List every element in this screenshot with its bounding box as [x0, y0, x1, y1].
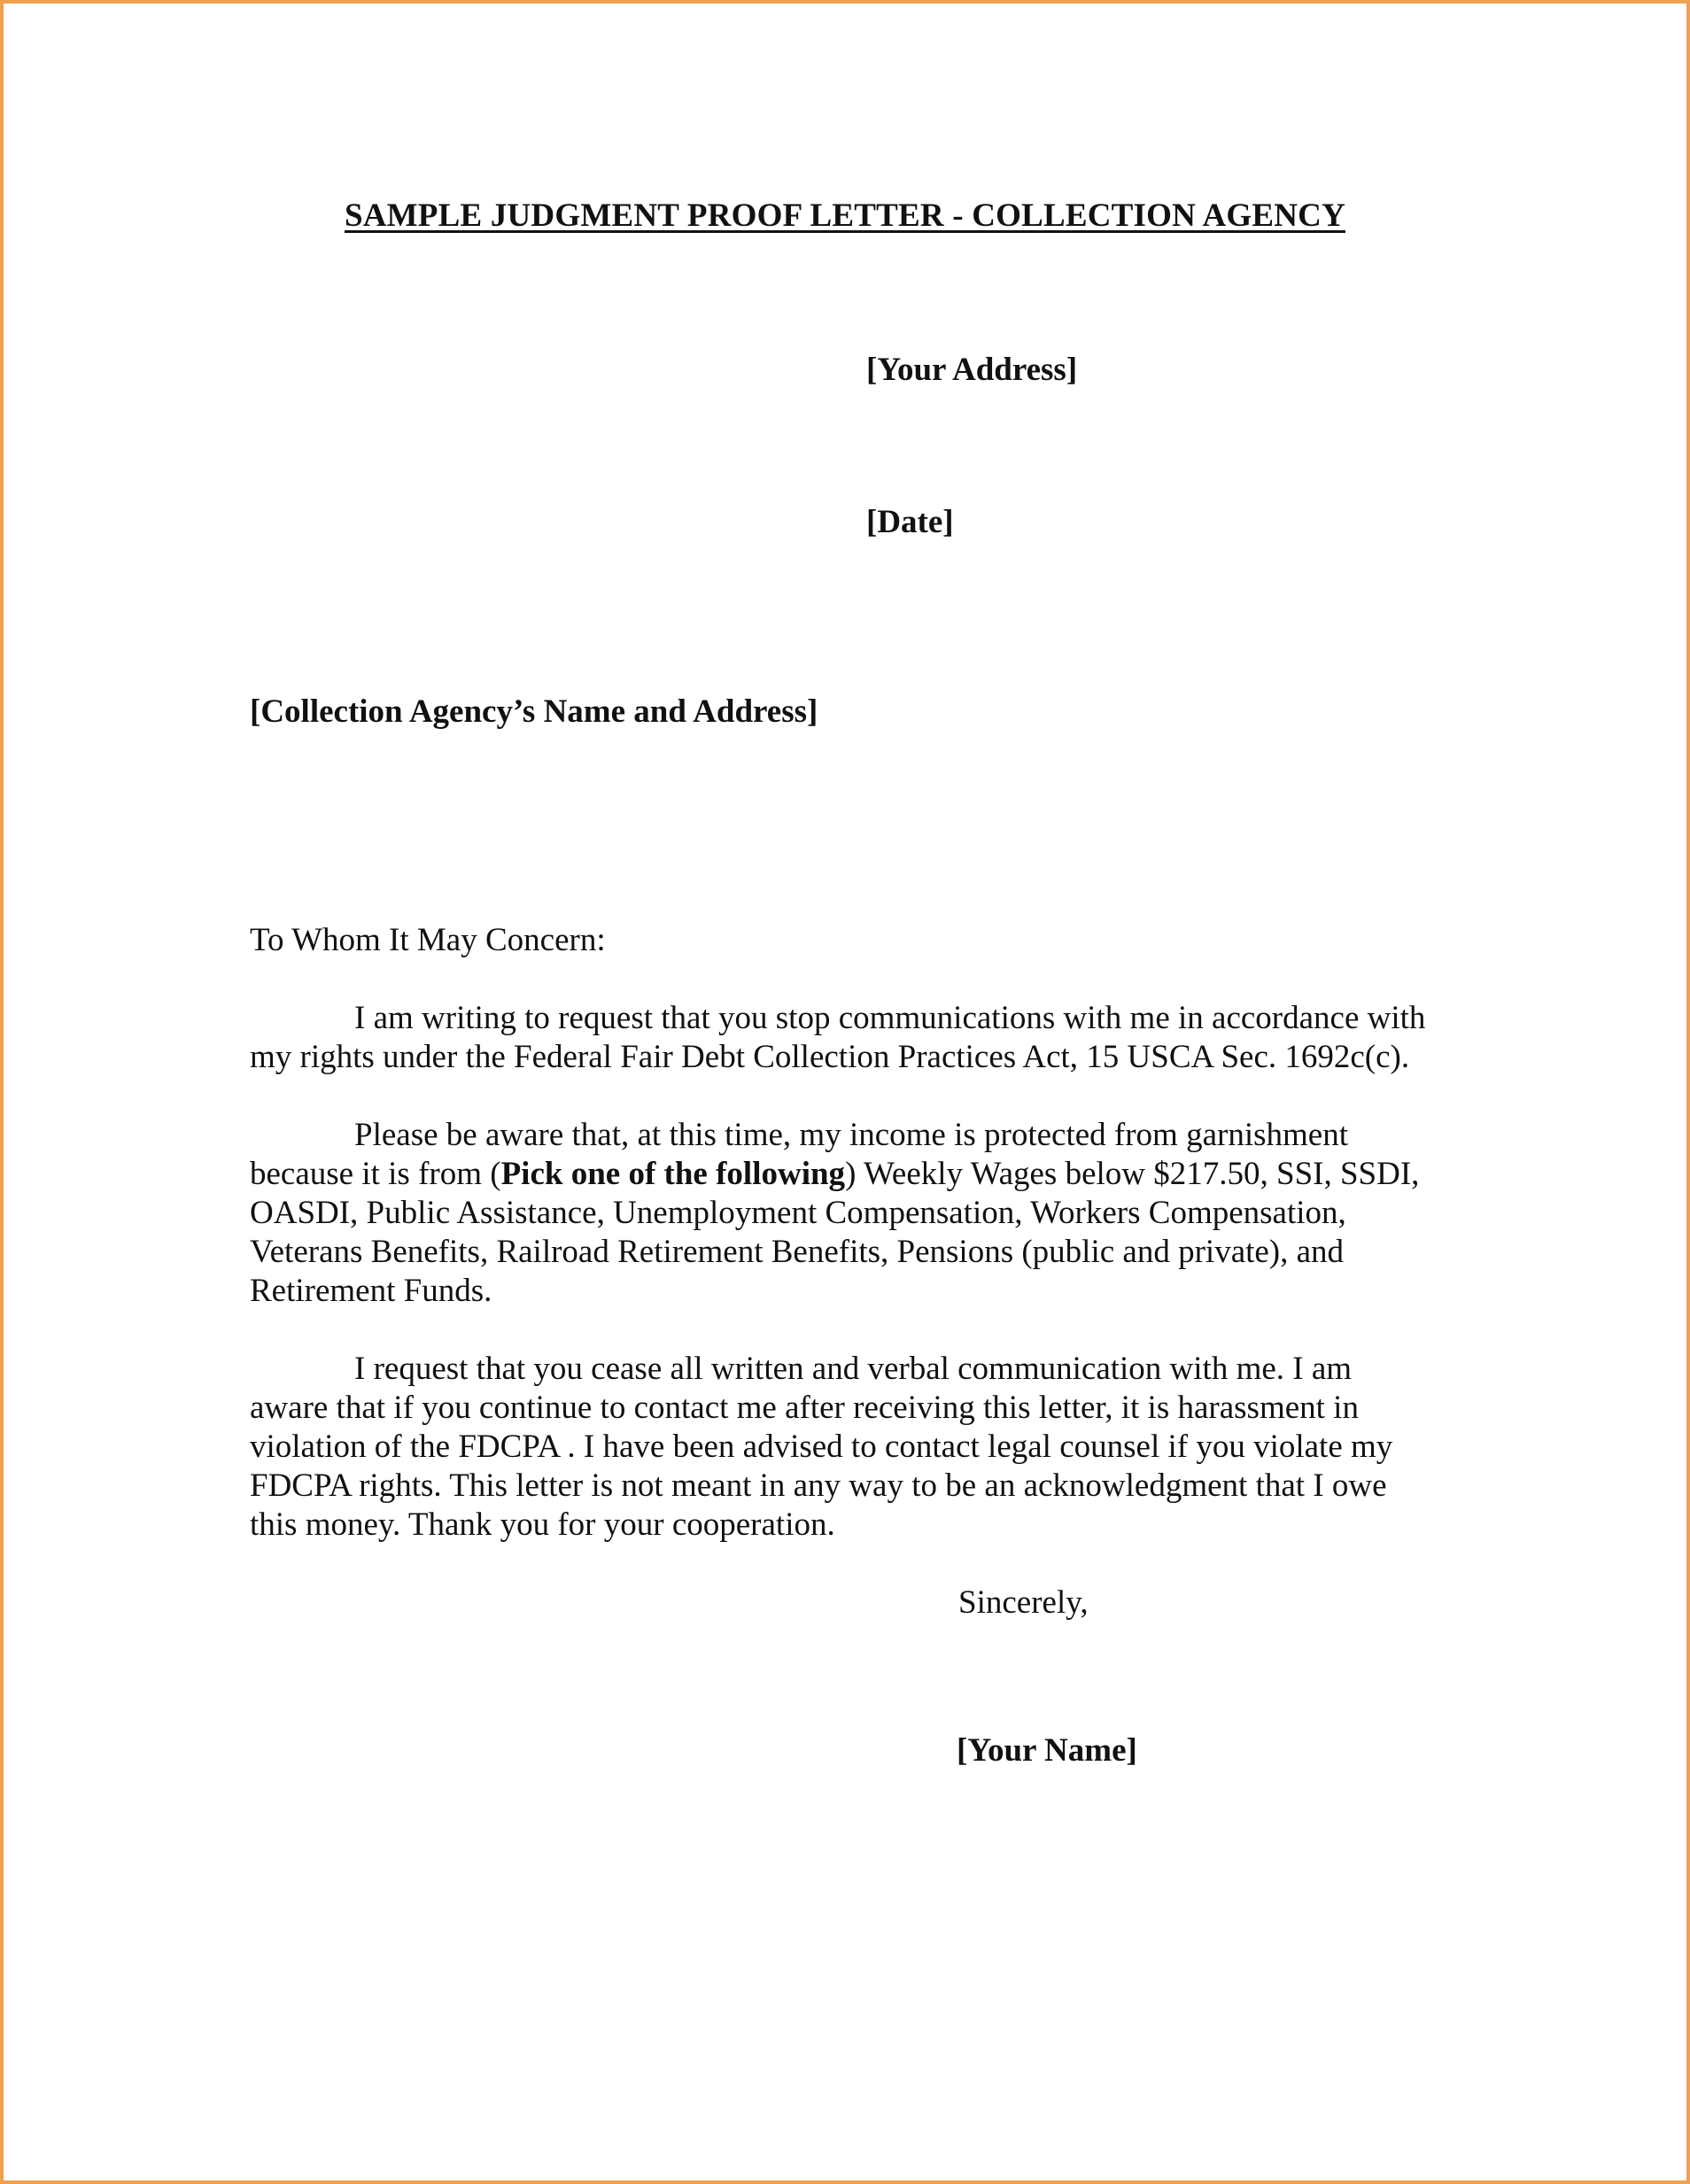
paragraph-cease-communication: [250, 1350, 1472, 1545]
document-title: SAMPLE JUDGMENT PROOF LETTER - COLLECTION AGENCY: [344, 197, 1345, 234]
paragraph-line: Veterans Benefits, Railroad Retirement Benefits, Pensions (public and private), and: [250, 1234, 1345, 1270]
paragraph-line: I request that you cease all written and verbal communication with me. I am: [354, 1351, 1353, 1387]
text-segment: because it is from (: [250, 1156, 501, 1192]
paragraph-line: this money. Thank you for your cooperation.: [250, 1506, 835, 1543]
paragraph-line: Retirement Funds.: [250, 1273, 492, 1309]
recipient-address-placeholder: [Collection Agency’s Name and Address]: [250, 693, 818, 730]
paragraph-line: [250, 1155, 1472, 1194]
date-placeholder: [Date]: [866, 504, 954, 540]
closing: Sincerely,: [958, 1584, 1089, 1621]
paragraph-line: violation of the FDCPA . I have been advised to contact legal counsel if you violate my: [250, 1429, 1393, 1465]
signature-name-placeholder: [Your Name]: [957, 1732, 1137, 1769]
paragraph-line: I am writing to request that you stop communications with me in accordance with: [354, 1000, 1426, 1036]
paragraph-line: OASDI, Public Assistance, Unemployment Compensation, Workers Compensation,: [250, 1195, 1346, 1231]
paragraph-income-protected: [250, 1116, 1472, 1311]
text-segment: ) Weekly Wages below $217.50, SSI, SSDI,: [845, 1156, 1420, 1192]
sender-address-placeholder: [Your Address]: [866, 352, 1078, 388]
paragraph-line: my rights under the Federal Fair Debt Collection Practices Act, 15 USCA Sec. 1692c(c).: [250, 1039, 1410, 1075]
salutation: To Whom It May Concern:: [250, 922, 606, 958]
pick-one-instruction: Pick one of the following: [500, 1156, 846, 1192]
paragraph-line: Please be aware that, at this time, my income is protected from garnishment: [354, 1117, 1348, 1153]
paragraph-stop-communications: [250, 999, 1472, 1077]
paragraph-line: FDCPA rights. This letter is not meant in any way to be an acknowledgment that I owe: [250, 1468, 1387, 1504]
paragraph-line: aware that if you continue to contact me after receiving this letter, it is harassment in: [250, 1390, 1359, 1426]
